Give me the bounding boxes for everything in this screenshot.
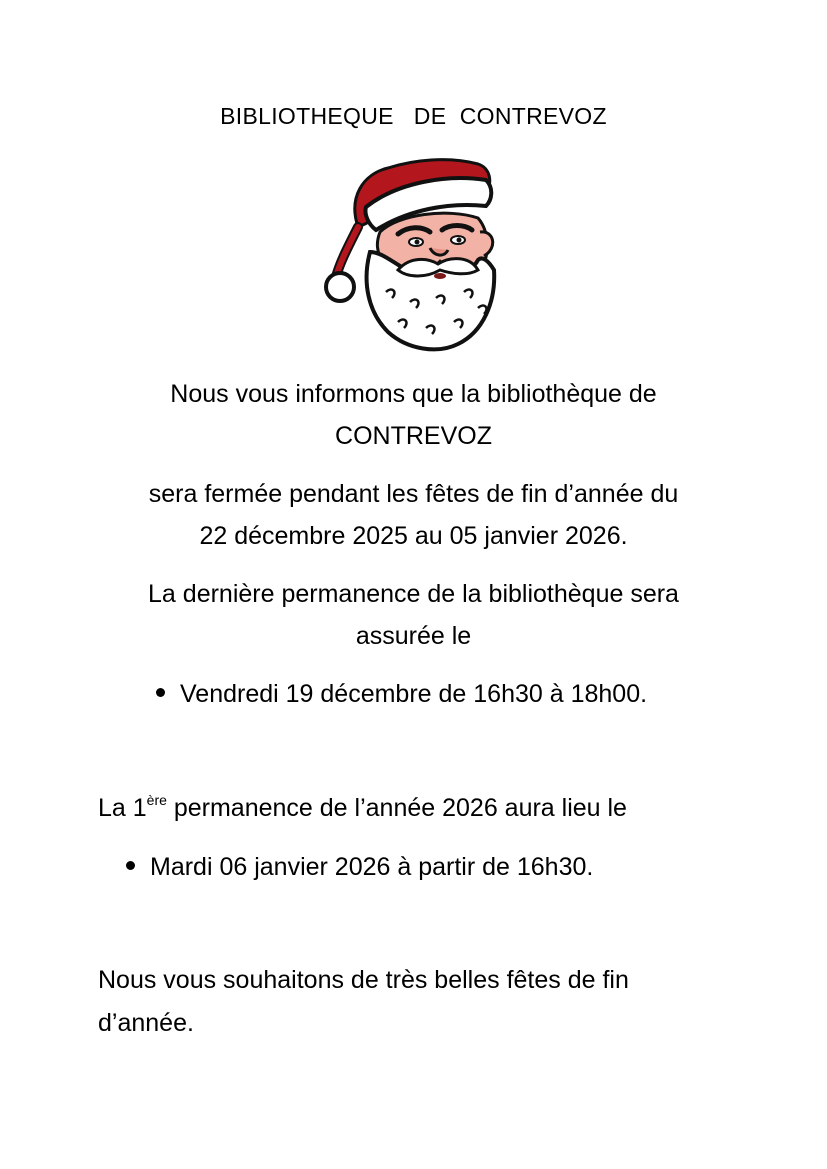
- santa-claus-icon: [318, 152, 508, 357]
- last-session-line-2: assurée le: [355, 622, 472, 650]
- intro-line-2: CONTREVOZ: [335, 422, 492, 450]
- bullet-icon: [126, 861, 135, 870]
- first-session-item: [126, 853, 593, 882]
- last-session-item: [156, 680, 647, 709]
- first-session-suffix: permanence de l’année 2026 aura lieu le: [166, 794, 627, 822]
- closing-line-2: d’année.: [98, 1009, 194, 1037]
- closure-line-1: sera fermée pendant les fêtes de fin d’année du: [148, 480, 679, 508]
- closing-line-1: Nous vous souhaitons de très belles fêtes de fin: [98, 966, 629, 994]
- last-session-item-text: Vendredi 19 décembre de 16h30 à 18h00.: [180, 680, 648, 708]
- first-session-prefix: La 1: [98, 794, 147, 822]
- last-session-line-1: La dernière permanence de la bibliothèque sera: [148, 580, 679, 608]
- closure-line-2: 22 décembre 2025 au 05 janvier 2026.: [199, 522, 628, 550]
- hat-pompom: [326, 273, 354, 301]
- first-session-line: [98, 794, 627, 823]
- bullet-icon: [156, 688, 165, 697]
- first-session-superscript: ère: [146, 792, 167, 808]
- page-title: BIBLIOTHEQUE DE CONTREVOZ: [220, 103, 607, 129]
- first-session-item-text: Mardi 06 janvier 2026 à partir de 16h30.: [150, 853, 594, 881]
- intro-line-1: Nous vous informons que la bibliothèque de: [170, 380, 657, 408]
